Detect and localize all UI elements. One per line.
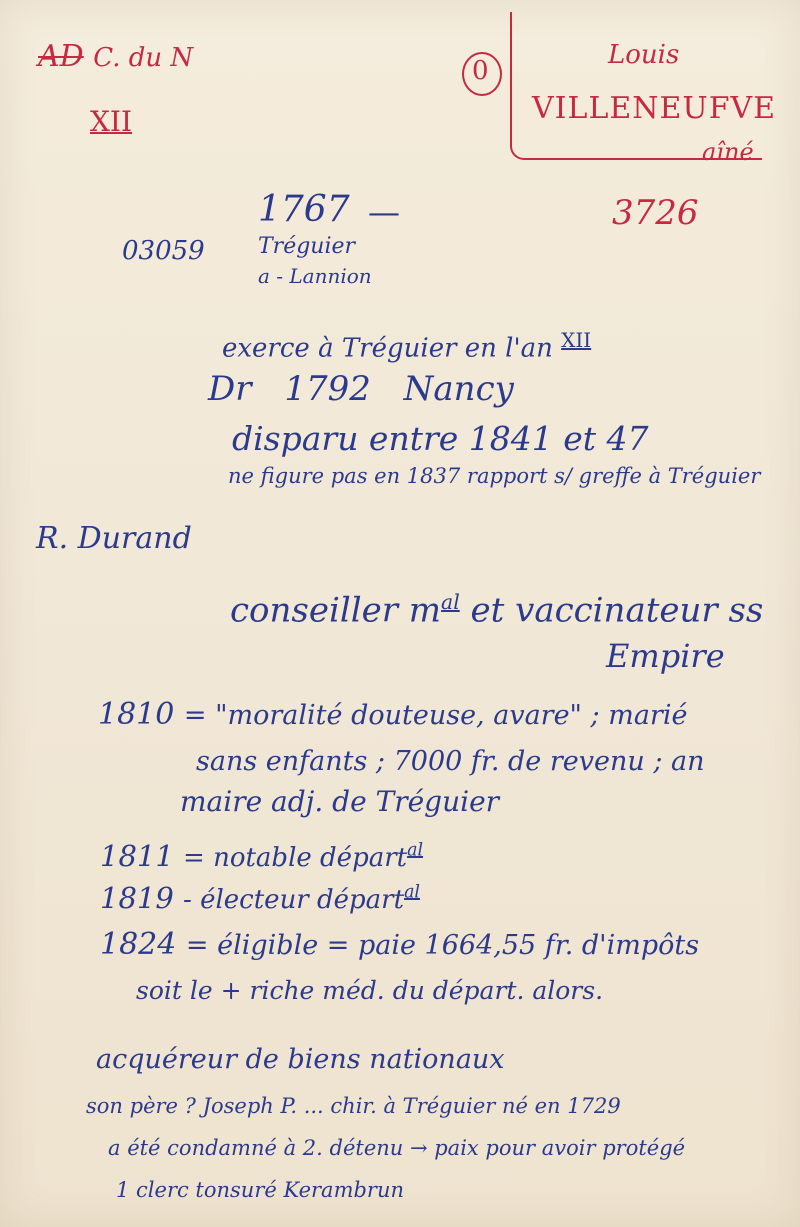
archive-struck: AD	[38, 39, 84, 74]
note-row	[196, 748, 704, 775]
note-text: soit le + riche méd. du départ. alors.	[136, 976, 604, 1005]
note-text: = éligible = paie 1664,55 fr. d'impôts	[185, 930, 700, 961]
qualifier: aîné	[702, 138, 754, 166]
record-code: 03059	[122, 236, 205, 266]
archive-department: C. du N	[93, 43, 194, 73]
note-sup: al	[404, 882, 420, 903]
red-number: 3726	[612, 193, 699, 233]
note-row	[180, 785, 500, 818]
note-year: 1810	[98, 697, 175, 732]
note-year: 1811	[100, 839, 174, 873]
note-row	[100, 839, 424, 873]
first-name: Louis	[608, 40, 680, 70]
note-year: 1819	[100, 881, 174, 915]
surname: VILLENEUFVE	[532, 91, 777, 126]
footer-line-3: a été condamné à 2. détenu → paix pour avoir protégé	[108, 1136, 686, 1160]
function-line-1	[230, 590, 764, 631]
note-text: maire adj. de Tréguier	[180, 785, 500, 818]
function-prefix: conseiller m	[230, 590, 442, 631]
function-line-2: Empire	[606, 637, 725, 675]
note-text: = notable départ	[183, 843, 408, 873]
circle-mark-text: 0	[472, 56, 489, 86]
note-row	[100, 927, 700, 962]
footer-line-2: son père ? Joseph P. ... chir. à Tréguier né en 1729	[86, 1094, 621, 1118]
career-line-1-year: XII	[561, 328, 592, 352]
note-row	[100, 881, 420, 915]
birth-place: Tréguier	[258, 234, 356, 259]
footer-line-4: 1 clerc tonsuré Kerambrun	[116, 1178, 405, 1202]
career-line-2: Dr 1792 Nancy	[208, 369, 514, 409]
note-text: = "moralité douteuse, avare" ; marié	[183, 700, 688, 731]
note-text: - électeur départ	[183, 885, 405, 915]
birth-place-2: a - Lannion	[258, 264, 372, 288]
function-sup: al	[441, 590, 460, 614]
source-author: R. Durand	[36, 521, 192, 556]
career-line-1	[222, 330, 591, 362]
career-line-1-text: exerce à Tréguier en l'an	[222, 333, 553, 364]
function-rest: et vaccinateur ss	[459, 590, 764, 631]
year-dash: —	[368, 193, 400, 231]
note-text: sans enfants ; 7000 fr. de revenu ; an	[196, 746, 705, 777]
note-sup: al	[407, 840, 424, 861]
note-year: 1824	[100, 927, 177, 962]
career-line-3: disparu entre 1841 et 47	[232, 419, 649, 458]
career-line-4: ne figure pas en 1837 rapport s/ greffe à Tréguier	[228, 464, 761, 488]
birth-year: 1767	[258, 189, 350, 230]
archive-number: XII	[90, 105, 133, 138]
note-row	[98, 697, 688, 732]
note-row	[136, 978, 603, 1003]
footer-line-1: acquéreur de biens nationaux	[96, 1044, 505, 1075]
archive-reference	[38, 39, 194, 74]
